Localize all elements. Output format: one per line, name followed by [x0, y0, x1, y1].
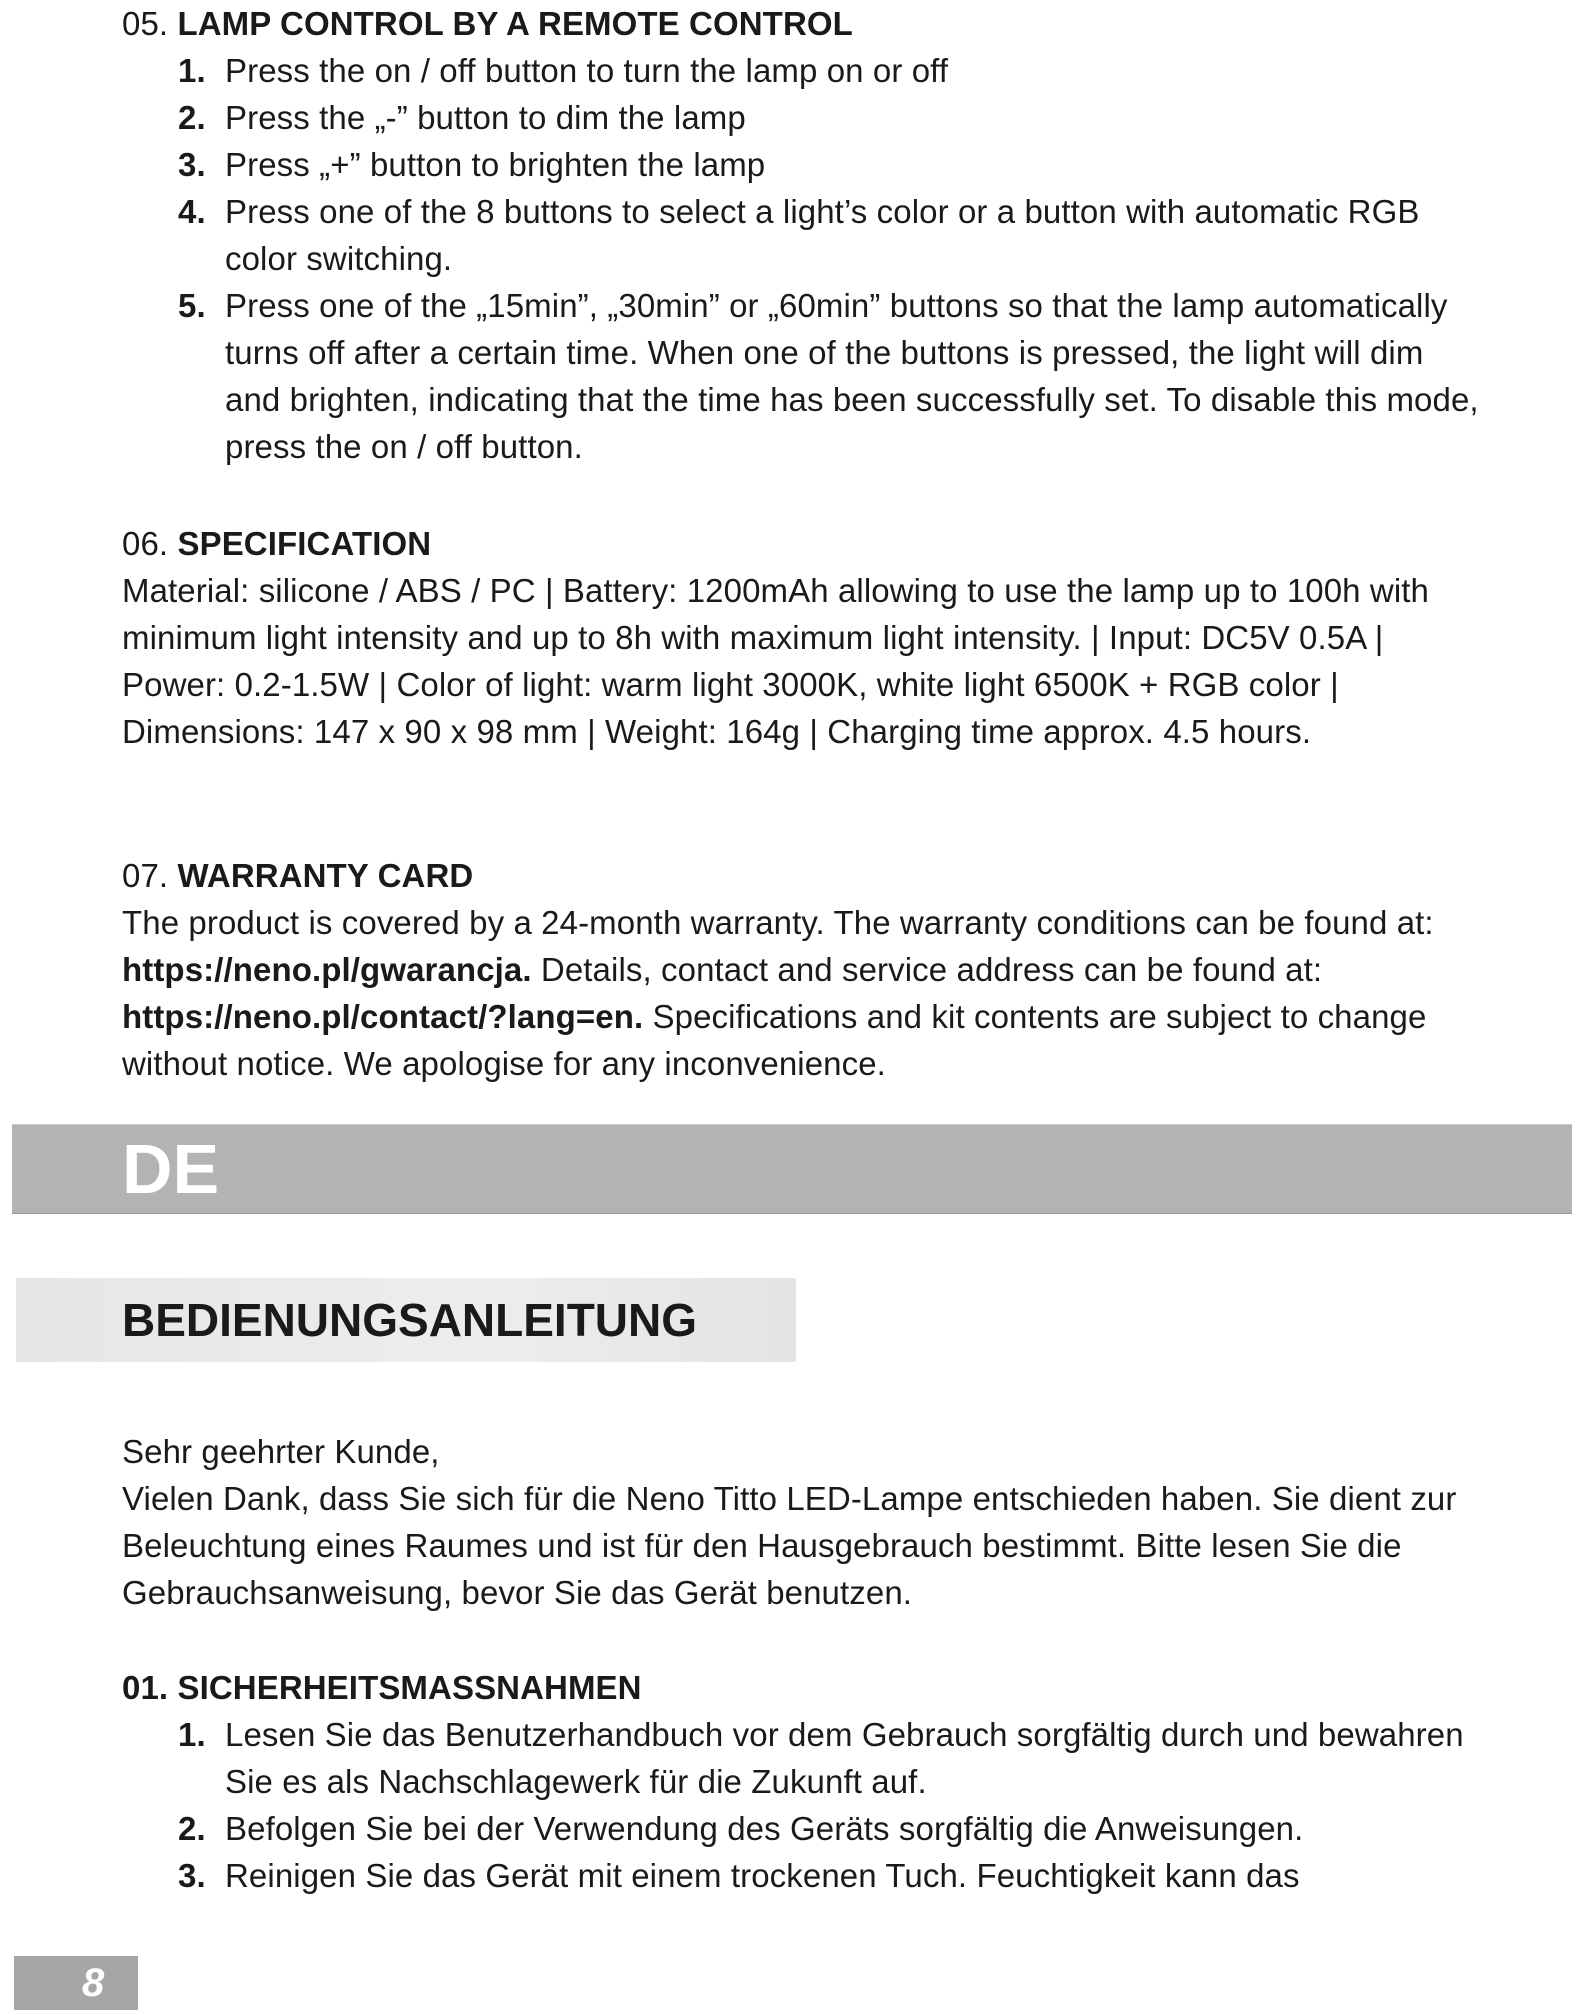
warranty-text: [122, 899, 1482, 1087]
warranty-text-part: The product is covered by a 24-month warranty. The warranty conditions can be found at:: [122, 904, 1434, 941]
list-item: [122, 1711, 1482, 1805]
item-number: 1.: [178, 1716, 206, 1753]
section-title: LAMP CONTROL BY A REMOTE CONTROL: [177, 5, 853, 42]
intro-text: Vielen Dank, dass Sie sich für die Neno Titto LED-Lampe entschieden haben. Sie dient zur Beleuchtung eines Raumes und ist für den Hausgebrauch bestimmt. Bitte lesen Sie die Gebrauchsanweisung, bevor Sie das Gerät benutzen.: [122, 1480, 1457, 1611]
list-item: [122, 94, 1482, 141]
warranty-text-part: Specifications and kit contents are subject to change without notice. We apologise for any inconvenience.: [122, 998, 1427, 1082]
section-warranty: [122, 852, 1482, 1087]
list-item: [122, 47, 1482, 94]
list-item: [122, 282, 1482, 470]
item-text: Press one of the 8 buttons to select a light’s color or a button with automatic RGB color switching.: [225, 193, 1420, 277]
item-number: 2.: [178, 1810, 206, 1847]
item-number: 1.: [178, 52, 206, 89]
item-number: 4.: [178, 193, 206, 230]
item-text: Press one of the „15min”, „30min” or „60min” buttons so that the lamp automatically turns off after a certain time. When one of the buttons is pressed, the light will dim and brighten, indicating that the time has been successfully set. To disable this mode, press the on / off button.: [225, 287, 1479, 465]
section-heading: [122, 0, 1482, 47]
item-number: 3.: [178, 146, 206, 183]
section-number: 06.: [122, 525, 169, 562]
manual-title: BEDIENUNGSANLEITUNG: [122, 1294, 698, 1346]
language-bar: [12, 1124, 1572, 1214]
page-number-badge: [14, 1956, 138, 2010]
item-text: Reinigen Sie das Gerät mit einem trockenen Tuch. Feuchtigkeit kann das: [225, 1857, 1300, 1894]
section-title: WARRANTY CARD: [177, 857, 474, 894]
list-item: [122, 1805, 1482, 1852]
language-code: DE: [122, 1130, 220, 1208]
section-number: 01.: [122, 1669, 169, 1706]
item-text: Press the „-” button to dim the lamp: [225, 99, 746, 136]
steps-list: [122, 47, 1482, 470]
greeting: [122, 1428, 1482, 1616]
section-lamp-control: [122, 0, 1482, 470]
section-heading: [122, 1664, 1482, 1711]
item-number: 2.: [178, 99, 206, 136]
list-item: [122, 1852, 1482, 1899]
list-item: [122, 188, 1482, 282]
section-specification: [122, 520, 1482, 755]
item-number: 5.: [178, 287, 206, 324]
page-number: 8: [82, 1961, 105, 2005]
section-number: 07.: [122, 857, 169, 894]
list-item: [122, 141, 1482, 188]
salutation: Sehr geehrter Kunde,: [122, 1433, 440, 1470]
steps-list: [122, 1711, 1482, 1899]
section-safety: [122, 1664, 1482, 1899]
warranty-text-part: Details, contact and service address can be found at:: [531, 951, 1323, 988]
item-text: Press the on / off button to turn the lamp on or off: [225, 52, 949, 89]
item-text: Lesen Sie das Benutzerhandbuch vor dem Gebrauch sorgfältig durch und bewahren Sie es als Nachschlagewerk für die Zukunft auf.: [225, 1716, 1464, 1800]
section-heading: [122, 852, 1482, 899]
section-heading: [122, 520, 1482, 567]
warranty-link[interactable]: https://neno.pl/gwarancja.: [122, 951, 532, 988]
section-title: SICHERHEITSMASSNAHMEN: [177, 1669, 642, 1706]
item-number: 3.: [178, 1857, 206, 1894]
item-text: Press „+” button to brighten the lamp: [225, 146, 766, 183]
item-text: Befolgen Sie bei der Verwendung des Geräts sorgfältig die Anweisungen.: [225, 1810, 1304, 1847]
section-number: 05.: [122, 5, 169, 42]
contact-link[interactable]: https://neno.pl/contact/?lang=en.: [122, 998, 644, 1035]
specification-text: Material: silicone / ABS / PC | Battery: 1200mAh allowing to use the lamp up to 100h with minimum light intensity and up to 8h with maximum light intensity. | Input: DC5V 0.5A | Power: 0.2-1.5W | Color of light: warm light 3000K, white light 6500K + RGB color | Dimensions: 147 x 90 x 98 mm | Weight: 164g | Charging time approx. 4.5 hours.: [122, 572, 1429, 750]
section-title: SPECIFICATION: [177, 525, 432, 562]
manual-title-box: [16, 1278, 796, 1362]
